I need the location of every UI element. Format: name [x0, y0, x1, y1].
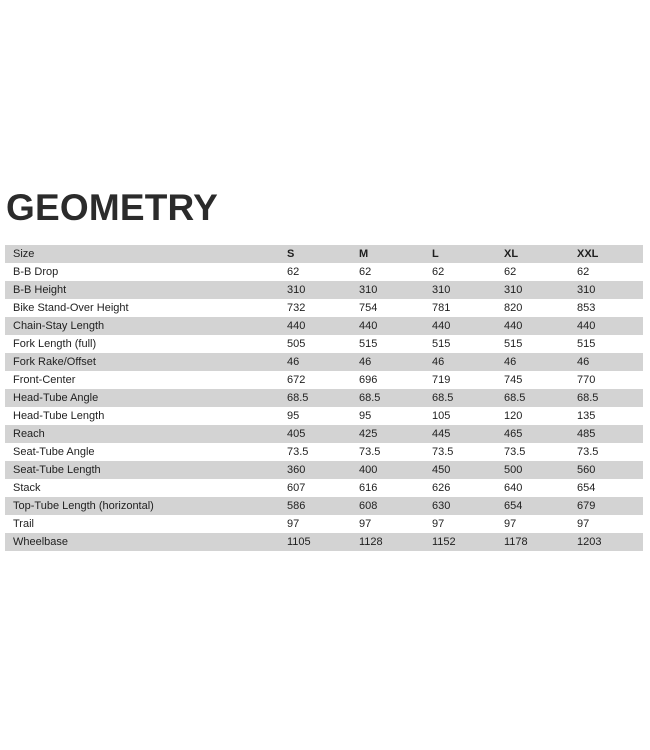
table-row — [5, 533, 643, 551]
table-header-row — [5, 245, 643, 263]
table-row — [5, 443, 643, 461]
row-label: Trail — [5, 515, 279, 533]
size-header: XXL — [569, 245, 643, 263]
table-cell: 73.5 — [569, 443, 643, 461]
row-label: Chain-Stay Length — [5, 317, 279, 335]
table-row — [5, 479, 643, 497]
table-cell: 360 — [279, 461, 351, 479]
table-cell: 607 — [279, 479, 351, 497]
table-cell: 465 — [496, 425, 569, 443]
table-cell: 1203 — [569, 533, 643, 551]
table-row — [5, 497, 643, 515]
row-label: B-B Drop — [5, 263, 279, 281]
table-cell: 97 — [351, 515, 424, 533]
table-cell: 654 — [496, 497, 569, 515]
table-cell: 696 — [351, 371, 424, 389]
table-cell: 608 — [351, 497, 424, 515]
row-label: Fork Rake/Offset — [5, 353, 279, 371]
row-label: Bike Stand-Over Height — [5, 299, 279, 317]
table-cell: 97 — [569, 515, 643, 533]
table-cell: 754 — [351, 299, 424, 317]
table-cell: 505 — [279, 335, 351, 353]
table-row — [5, 425, 643, 443]
table-row — [5, 317, 643, 335]
table-cell: 73.5 — [424, 443, 496, 461]
table-cell: 745 — [496, 371, 569, 389]
table-cell: 62 — [424, 263, 496, 281]
table-cell: 1128 — [351, 533, 424, 551]
page-title: GEOMETRY — [6, 187, 218, 228]
table-cell: 405 — [279, 425, 351, 443]
row-label: Seat-Tube Angle — [5, 443, 279, 461]
table-row — [5, 299, 643, 317]
table-cell: 68.5 — [351, 389, 424, 407]
row-label: Stack — [5, 479, 279, 497]
table-cell: 310 — [351, 281, 424, 299]
table-cell: 68.5 — [424, 389, 496, 407]
table-row — [5, 371, 643, 389]
table-cell: 120 — [496, 407, 569, 425]
table-cell: 586 — [279, 497, 351, 515]
table-cell: 440 — [279, 317, 351, 335]
table-cell: 500 — [496, 461, 569, 479]
table-row — [5, 263, 643, 281]
table-cell: 626 — [424, 479, 496, 497]
table-cell: 62 — [351, 263, 424, 281]
table-cell: 672 — [279, 371, 351, 389]
table-cell: 560 — [569, 461, 643, 479]
row-label: B-B Height — [5, 281, 279, 299]
table-row — [5, 407, 643, 425]
table-cell: 440 — [424, 317, 496, 335]
table-cell: 425 — [351, 425, 424, 443]
table-cell: 440 — [496, 317, 569, 335]
table-cell: 310 — [424, 281, 496, 299]
table-cell: 310 — [279, 281, 351, 299]
table-cell: 310 — [496, 281, 569, 299]
table-cell: 46 — [351, 353, 424, 371]
table-cell: 770 — [569, 371, 643, 389]
row-label: Front-Center — [5, 371, 279, 389]
table-cell: 781 — [424, 299, 496, 317]
table-cell: 1152 — [424, 533, 496, 551]
table-cell: 97 — [279, 515, 351, 533]
table-cell: 68.5 — [279, 389, 351, 407]
table-cell: 450 — [424, 461, 496, 479]
table-cell: 46 — [279, 353, 351, 371]
table-cell: 1178 — [496, 533, 569, 551]
table-cell: 515 — [496, 335, 569, 353]
table-cell: 732 — [279, 299, 351, 317]
header-label: Size — [5, 245, 279, 263]
table-cell: 630 — [424, 497, 496, 515]
table-cell: 105 — [424, 407, 496, 425]
table-row — [5, 353, 643, 371]
table-cell: 62 — [496, 263, 569, 281]
table-cell: 515 — [569, 335, 643, 353]
geometry-table — [5, 245, 643, 551]
table-row — [5, 389, 643, 407]
table-cell: 640 — [496, 479, 569, 497]
row-label: Fork Length (full) — [5, 335, 279, 353]
table-cell: 46 — [569, 353, 643, 371]
table-cell: 853 — [569, 299, 643, 317]
table-cell: 679 — [569, 497, 643, 515]
size-header: M — [351, 245, 424, 263]
table-cell: 445 — [424, 425, 496, 443]
size-header: XL — [496, 245, 569, 263]
table-cell: 135 — [569, 407, 643, 425]
table-cell: 68.5 — [569, 389, 643, 407]
table-cell: 1105 — [279, 533, 351, 551]
table-row — [5, 335, 643, 353]
table-cell: 46 — [496, 353, 569, 371]
table-cell: 95 — [279, 407, 351, 425]
table-row — [5, 461, 643, 479]
table-cell: 400 — [351, 461, 424, 479]
table-cell: 485 — [569, 425, 643, 443]
table-cell: 616 — [351, 479, 424, 497]
table-row — [5, 281, 643, 299]
table-cell: 62 — [279, 263, 351, 281]
table-cell: 73.5 — [496, 443, 569, 461]
table-cell: 73.5 — [279, 443, 351, 461]
row-label: Head-Tube Length — [5, 407, 279, 425]
table-cell: 515 — [424, 335, 496, 353]
row-label: Reach — [5, 425, 279, 443]
table-body — [5, 263, 643, 551]
row-label: Seat-Tube Length — [5, 461, 279, 479]
table-cell: 62 — [569, 263, 643, 281]
table-cell: 719 — [424, 371, 496, 389]
table-cell: 440 — [351, 317, 424, 335]
table-cell: 95 — [351, 407, 424, 425]
size-header: L — [424, 245, 496, 263]
table-cell: 68.5 — [496, 389, 569, 407]
table-cell: 310 — [569, 281, 643, 299]
size-header: S — [279, 245, 351, 263]
table-row — [5, 515, 643, 533]
table-cell: 73.5 — [351, 443, 424, 461]
table-cell: 820 — [496, 299, 569, 317]
table-cell: 46 — [424, 353, 496, 371]
table-cell: 440 — [569, 317, 643, 335]
table-cell: 654 — [569, 479, 643, 497]
table-cell: 97 — [496, 515, 569, 533]
row-label: Wheelbase — [5, 533, 279, 551]
table-cell: 97 — [424, 515, 496, 533]
row-label: Top-Tube Length (horizontal) — [5, 497, 279, 515]
row-label: Head-Tube Angle — [5, 389, 279, 407]
table-cell: 515 — [351, 335, 424, 353]
